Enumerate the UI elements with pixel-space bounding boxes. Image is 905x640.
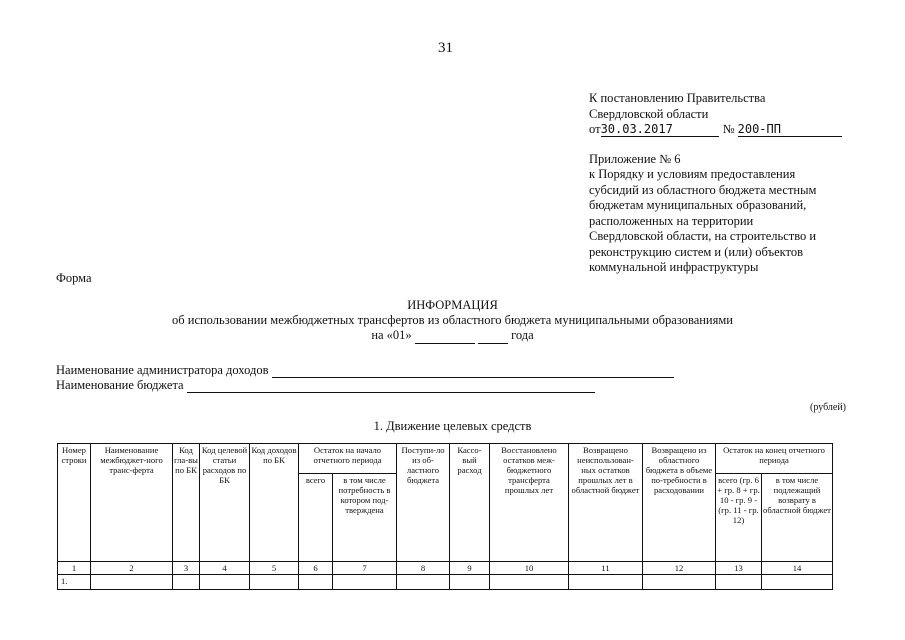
doc-month-blank [415,332,475,344]
table-cell [250,575,299,590]
column-number-cell: 7 [333,562,397,575]
budget-field-label: Наименование бюджета [56,378,184,392]
header-balance-end: Остаток на конец отчетного периода [716,444,833,474]
decree-line-1: К постановлению Правительства [589,91,766,105]
column-number-cell: 8 [397,562,450,575]
doc-date-prefix: на «01» [371,328,412,342]
header-balance-start-total: всего [299,474,333,562]
decree-number-prefix: № [722,122,735,136]
row-number-cell: 1. [58,575,91,590]
table-cell [490,575,569,590]
decree-number: 200-ПП [738,123,842,137]
column-number-cell: 10 [490,562,569,575]
form-label: Форма [56,271,92,285]
column-number-cell: 9 [450,562,490,575]
table-cell [333,575,397,590]
header-income-code: Код доходов по БК [250,444,299,562]
header-returned-unused: Возвращено неиспользован-ных остатков прошлых лет в областной бюджет [569,444,643,562]
doc-heading: ИНФОРМАЦИЯ [407,298,498,312]
table-cell [397,575,450,590]
movement-table [57,443,833,590]
decree-line-2: Свердловской области [589,106,709,121]
doc-date-suffix: года [511,328,534,342]
table-cell [716,575,762,590]
column-number-cell: 5 [250,562,299,575]
appendix-title: Приложение № 6 [589,151,681,166]
header-balance-end-total: всего (гр. 6 + гр. 8 + гр. 10 - гр. 9 - (гр. 11 - гр. 12) [716,474,762,562]
doc-date-line [0,328,905,344]
appendix-line: Свердловской области, на строительство и [589,229,817,243]
header-chapter-code: Код гла-вы по БК [173,444,200,562]
admin-field-line [272,366,674,378]
appendix-line: бюджетам муниципальных образований, [589,198,807,212]
header-row-number: Номер строки [58,444,91,562]
table-cell [643,575,716,590]
header-restored: Восстановлено остатков меж-бюджетного трансферта прошлых лет [490,444,569,562]
header-received: Поступи-ло из об-ластного бюджета [397,444,450,562]
header-expense-code: Код целевой статьи расходов по БК [200,444,250,562]
header-transfer-name: Наименование межбюджет-ного транс-ферта [91,444,173,562]
appendix-line: субсидий из областного бюджета местным [589,182,817,197]
units-label: (рублей) [810,402,847,413]
table-cell [762,575,833,590]
table-cell [91,575,173,590]
column-number-cell: 14 [762,562,833,575]
column-number-cell: 6 [299,562,333,575]
budget-field [56,378,595,393]
appendix-line: реконструкцию систем и (или) объектов [589,244,803,259]
column-number-cell: 4 [200,562,250,575]
appendix-text [589,167,842,276]
admin-field-label: Наименование администратора доходов [56,363,269,377]
appendix-line: коммунальной инфраструктуры [589,260,759,274]
header-balance-start: Остаток на начало отчетного периода [299,444,397,474]
doc-subtitle: об использовании межбюджетных трансфертов из областного бюджета муниципальными образованиями [172,313,733,327]
appendix-line: расположенных на территории [589,213,754,228]
table-cell [569,575,643,590]
column-number-cell: 13 [716,562,762,575]
header-cash-expense: Кассо-вый расход [450,444,490,562]
decree-date-line [589,122,842,138]
table-cell [200,575,250,590]
header-returned-need: Возвращено из областного бюджета в объеме по-требности в расходовании [643,444,716,562]
table-cell [299,575,333,590]
admin-field [56,363,674,378]
column-number-cell: 2 [91,562,173,575]
decree-block [589,91,842,276]
column-numbers-row [58,562,833,575]
appendix-line: к Порядку и условиям предоставления [589,167,796,181]
header-balance-start-confirmed: в том числе потребность в котором под-тверждена [333,474,397,562]
column-number-cell: 1 [58,562,91,575]
decree-date: 30.03.2017 [601,123,719,137]
doc-year-blank [478,332,508,344]
decree-date-prefix: от [589,122,601,136]
column-number-cell: 3 [173,562,200,575]
column-number-cell: 11 [569,562,643,575]
table-cell [173,575,200,590]
column-number-cell: 12 [643,562,716,575]
section-title: 1. Движение целевых средств [373,419,532,433]
header-balance-end-return: в том числе подлежащий возврату в областной бюджет [762,474,833,562]
budget-field-line [187,381,595,393]
table-cell [450,575,490,590]
table-row [58,575,833,590]
page-number: 31 [438,40,453,56]
